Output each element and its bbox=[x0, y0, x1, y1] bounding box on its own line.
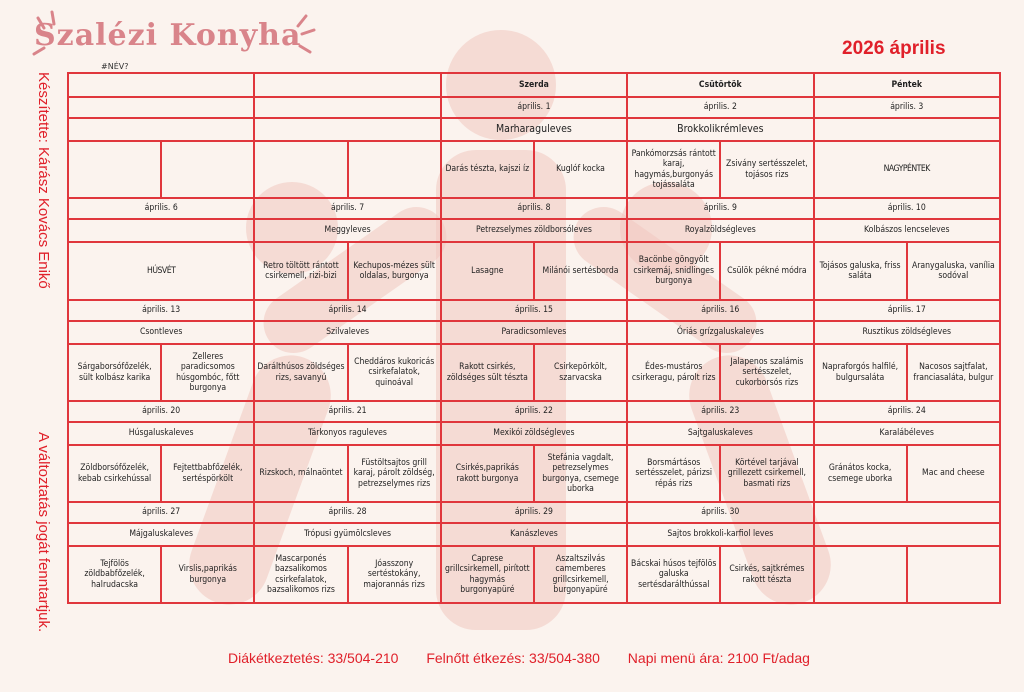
date-cell: április. 10 bbox=[814, 198, 1001, 219]
day-header: Csütörtök bbox=[627, 73, 813, 97]
date-cell: április. 15 bbox=[441, 300, 627, 321]
date-cell: április. 1 bbox=[441, 97, 627, 118]
soup-cell: Sajtos brokkoli-karfiol leves bbox=[627, 523, 813, 546]
main-course-b: Nacosos sajtfalat, franciasaláta, bulgur bbox=[907, 344, 1000, 401]
main-course-row bbox=[68, 141, 1000, 198]
date-cell bbox=[68, 97, 254, 118]
date-cell: április. 30 bbox=[627, 502, 813, 523]
main-course-a: Tojásos galuska, friss saláta bbox=[814, 242, 907, 300]
main-course-a: Tejfölös zöldbabfőzelék, halrudacska bbox=[68, 546, 161, 603]
day-header-row bbox=[68, 73, 1000, 97]
main-course-a: Csirkés,paprikás rakott burgonya bbox=[441, 445, 534, 502]
soup-cell: Royalzöldségleves bbox=[627, 219, 813, 242]
soup-row bbox=[68, 321, 1000, 344]
soup-row bbox=[68, 422, 1000, 445]
main-course-a: Caprese grillcsirkemell, pirított hagymás burgonyapüré bbox=[441, 546, 534, 603]
main-course-row bbox=[68, 546, 1000, 603]
main-course-row bbox=[68, 242, 1000, 300]
date-cell: április. 24 bbox=[814, 401, 1001, 422]
holiday-label: NAGYPÉNTEK bbox=[814, 141, 1001, 198]
main-course-b: Csirkepörkölt, szarvacska bbox=[534, 344, 627, 401]
main-course-a: Napraforgós halfilé, bulgursaláta bbox=[814, 344, 907, 401]
main-course-a: Rizskoch, málnaöntet bbox=[254, 445, 347, 502]
soup-cell bbox=[68, 219, 254, 242]
soup-cell: Kolbászos lencseleves bbox=[814, 219, 1001, 242]
main-course-row bbox=[68, 344, 1000, 401]
main-course-b: Csirkés, sajtkrémes rakott tészta bbox=[720, 546, 813, 603]
menu-table bbox=[67, 72, 1001, 604]
footer-price: Napi menü ára: 2100 Ft/adag bbox=[627, 650, 810, 666]
day-header: Péntek bbox=[814, 73, 1001, 97]
main-course-b: Fejtettbabfőzelék, sertéspörkölt bbox=[161, 445, 254, 502]
date-cell: április. 22 bbox=[441, 401, 627, 422]
main-course-a bbox=[254, 141, 347, 198]
date-cell: április. 17 bbox=[814, 300, 1001, 321]
main-course-b: Kuglóf kocka bbox=[534, 141, 627, 198]
soup-cell: Petrezselymes zöldborsóleves bbox=[441, 219, 627, 242]
date-row bbox=[68, 502, 1000, 523]
soup-row bbox=[68, 523, 1000, 546]
main-course-row bbox=[68, 445, 1000, 502]
main-course-b: Aranygaluska, vanília sodóval bbox=[907, 242, 1000, 300]
date-row bbox=[68, 97, 1000, 118]
main-course-a: Édes-mustáros csirkeragu, párolt rizs bbox=[627, 344, 720, 401]
date-cell: április. 20 bbox=[68, 401, 254, 422]
soup-cell: Szilvaleves bbox=[254, 321, 440, 344]
main-course-b bbox=[161, 141, 254, 198]
name-placeholder: #NÉV? bbox=[101, 62, 129, 71]
day-header bbox=[68, 73, 254, 97]
date-cell: április. 23 bbox=[627, 401, 813, 422]
main-course-b: Csülök pékné módra bbox=[720, 242, 813, 300]
main-course-a bbox=[68, 141, 161, 198]
date-cell: április. 8 bbox=[441, 198, 627, 219]
main-course-b bbox=[348, 141, 441, 198]
main-course-a: Darás tészta, kajszi íz bbox=[441, 141, 534, 198]
main-course-b: Stefánia vagdalt, petrezselymes burgonya, csemege uborka bbox=[534, 445, 627, 502]
main-course-b: Cheddáros kukoricás csirkefalatok, quinoával bbox=[348, 344, 441, 401]
soup-cell: Mexikói zöldségleves bbox=[441, 422, 627, 445]
soup-row bbox=[68, 219, 1000, 242]
main-course-a: Retro töltött rántott csirkemell, rizi-bizi bbox=[254, 242, 347, 300]
date-cell: április. 6 bbox=[68, 198, 254, 219]
soup-cell: Meggyleves bbox=[254, 219, 440, 242]
footer-students: Diákétkeztetés: 33/504-210 bbox=[228, 650, 399, 666]
main-course-b: Jóasszony sertéstokány, majorannás rizs bbox=[348, 546, 441, 603]
main-course-b: Füstöltsajtos grill karaj, párolt zöldség, petrezselymes rizs bbox=[348, 445, 441, 502]
date-cell: április. 21 bbox=[254, 401, 440, 422]
date-row bbox=[68, 401, 1000, 422]
day-header bbox=[254, 73, 440, 97]
soup-cell: Karalábéleves bbox=[814, 422, 1001, 445]
main-course-a: Mascarponés bazsalikomos csirkefalatok, bazsalikomos rizs bbox=[254, 546, 347, 603]
footer-adults: Felnőtt étkezés: 33/504-380 bbox=[426, 650, 600, 666]
soup-cell: Húsgaluskaleves bbox=[68, 422, 254, 445]
brand-logo: Szalézi Konyha bbox=[34, 18, 302, 53]
footer bbox=[228, 650, 834, 666]
main-course-b: Zelleres paradicsomos húsgombóc, főtt burgonya bbox=[161, 344, 254, 401]
soup-row bbox=[68, 118, 1000, 141]
soup-cell: Kanászleves bbox=[441, 523, 627, 546]
main-course-b: Jalapenos szalámis sertésszelet, cukorborsós rizs bbox=[720, 344, 813, 401]
main-course-a: Lasagne bbox=[441, 242, 534, 300]
date-row bbox=[68, 198, 1000, 219]
main-course-b: Milánói sertésborda bbox=[534, 242, 627, 300]
main-course-a: Darálthúsos zöldséges rizs, savanyú bbox=[254, 344, 347, 401]
soup-cell: Tárkonyos raguleves bbox=[254, 422, 440, 445]
date-row bbox=[68, 300, 1000, 321]
date-cell: április. 28 bbox=[254, 502, 440, 523]
main-course-a bbox=[814, 546, 907, 603]
main-course-a: Rakott csirkés, zöldséges sült tészta bbox=[441, 344, 534, 401]
date-cell: április. 2 bbox=[627, 97, 813, 118]
soup-cell: Májgaluskaleves bbox=[68, 523, 254, 546]
date-cell bbox=[814, 502, 1001, 523]
main-course-a: Bácskai húsos tejfölös galuska sertésdarálthússal bbox=[627, 546, 720, 603]
date-cell: április. 7 bbox=[254, 198, 440, 219]
main-course-a: Zöldborsófőzelék, kebab csirkehússal bbox=[68, 445, 161, 502]
soup-cell: Paradicsomleves bbox=[441, 321, 627, 344]
date-cell: április. 9 bbox=[627, 198, 813, 219]
main-course-b bbox=[907, 546, 1000, 603]
disclaimer: A változtatás jogát fenntartjuk. bbox=[35, 432, 52, 633]
author-credit: Készítette: Kárász Kovács Enikő bbox=[35, 72, 52, 289]
main-course-a: Gránátos kocka, csemege uborka bbox=[814, 445, 907, 502]
soup-cell: Trópusi gyümölcsleves bbox=[254, 523, 440, 546]
date-cell: április. 16 bbox=[627, 300, 813, 321]
main-course-b: Körtével tarjával grillezett csirkemell, basmati rizs bbox=[720, 445, 813, 502]
soup-cell bbox=[68, 118, 254, 141]
date-cell: április. 29 bbox=[441, 502, 627, 523]
day-header: Szerda bbox=[441, 73, 627, 97]
date-cell bbox=[254, 97, 440, 118]
soup-cell bbox=[814, 523, 1001, 546]
date-cell: április. 14 bbox=[254, 300, 440, 321]
soup-cell: Brokkolikrémleves bbox=[627, 118, 813, 141]
soup-cell: Csontleves bbox=[68, 321, 254, 344]
main-course-b: Zsivány sertésszelet, tojásos rizs bbox=[720, 141, 813, 198]
holiday-label: HÚSVÉT bbox=[68, 242, 254, 300]
soup-cell bbox=[254, 118, 440, 141]
soup-cell: Marharaguleves bbox=[441, 118, 627, 141]
main-course-a: Sárgaborsófőzelék, sült kolbász karika bbox=[68, 344, 161, 401]
main-course-a: Borsmártásos sertésszelet, párizsi répás rizs bbox=[627, 445, 720, 502]
soup-cell: Rusztikus zöldségleves bbox=[814, 321, 1001, 344]
main-course-b: Kechupos-mézes sült oldalas, burgonya bbox=[348, 242, 441, 300]
date-cell: április. 27 bbox=[68, 502, 254, 523]
soup-cell: Sajtgaluskaleves bbox=[627, 422, 813, 445]
main-course-a: Bacönbe göngyölt csirkemáj, snidlinges burgonya bbox=[627, 242, 720, 300]
main-course-b: Aszaltszilvás camemberes grillcsirkemell, burgonyapüré bbox=[534, 546, 627, 603]
month-title: 2026 április bbox=[842, 38, 946, 59]
date-cell: április. 13 bbox=[68, 300, 254, 321]
date-cell: április. 3 bbox=[814, 97, 1001, 118]
soup-cell: Óriás grízgaluskaleves bbox=[627, 321, 813, 344]
main-course-b: Virslis,paprikás burgonya bbox=[161, 546, 254, 603]
main-course-b: Mac and cheese bbox=[907, 445, 1000, 502]
main-course-a: Pankómorzsás rántott karaj, hagymás,burgonyás tojássaláta bbox=[627, 141, 720, 198]
soup-cell bbox=[814, 118, 1001, 141]
